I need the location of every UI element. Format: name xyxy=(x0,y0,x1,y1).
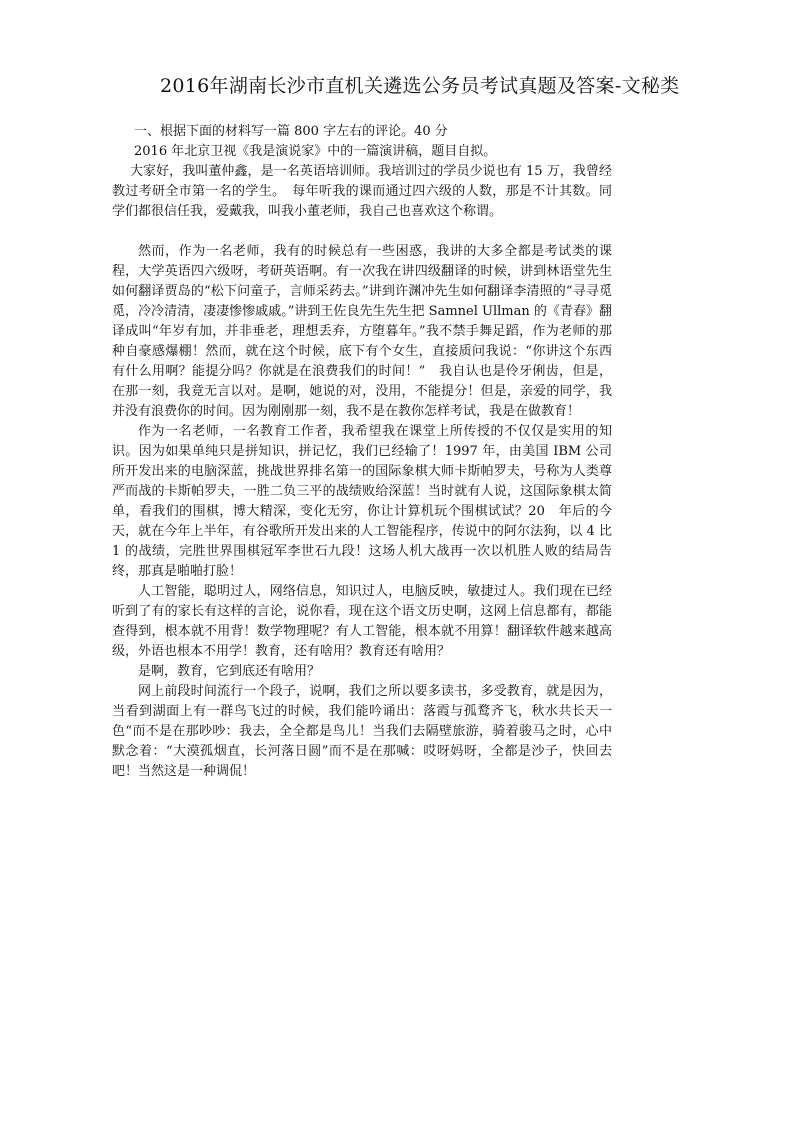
paragraph-4: 人工智能，聪明过人，网络信息，知识过人，电脑反映，敏捷过人。我们现在已经听到了有的家长有这样的言论，说你看，现在这个语文历史啊，这网上信息都有，都能查得到，根本就不用背！数学物理呢？有人工智能，根本就不用算！翻译软件越来越高级，外语也根本不用学！教育，还有啥用？教育还有啥用？ xyxy=(112,584,612,659)
paragraph-3: 作为一名老师，一名教育工作者，我希望我在课堂上所传授的不仅仅是实用的知识。因为如果单纯只是拼知识，拼记忆，我们已经输了！1997 年，由美国 IBM 公司所开发出来的电脑深蓝，挑战世界排名第一的国际象棋大师卡斯帕罗夫，号称为人类尊严而战的卡斯帕罗夫，一胜二负三平的战绩败给深蓝！当时就有人说，这国际象棋太简单，看我们的围棋，博大精深，变化无穷，你让计算机玩个围棋试试？20 年后的今天，就在今年上半年，有谷歌所开发出来的人工智能程序，传说中的阿尔法狗，以 4 比 1 的战绩，完胜世界围棋冠军李世石九段！这场人机大战再一次以机胜人败的结局告终，那真是啪啪打脸！ xyxy=(112,424,612,579)
document-body xyxy=(112,122,612,782)
material-source: 2016 年北京卫视《我是演说家》中的一篇演讲稿，题目自拟。 xyxy=(134,144,497,159)
question-prompt: 一、根据下面的材料写一篇 800 字左右的评论。40 分 xyxy=(134,124,448,139)
paragraph-6: 网上前段时间流行一个段子，说啊，我们之所以要多读书，多受教育，就是因为，当看到湖面上有一群鸟飞过的时候，我们能吟诵出：落霞与孤鹜齐飞，秋水共长天一色“而不是在那吵吵：我去，全全都是鸟儿！当我们去隔壁旅游，骑着骏马之时，心中默念着：“大漠孤烟直，长河落日圆”而不是在那喊：哎呀妈呀，全都是沙子，快回去吧！当然这是一种调侃！ xyxy=(112,684,612,779)
paragraph-2: 然而，作为一名老师，我有的时候总有一些困惑，我讲的大多全都是考试类的课程，大学英语四六级呀，考研英语啊。有一次我在讲四级翻译的时候，讲到林语堂先生如何翻译贾岛的“松下问童子，言师采药去。”讲到许渊冲先生如何翻译李清照的“寻寻觅觅，冷冷清清，凄凄惨惨戚戚。”讲到王佐良先生先生把 Samnel Ullman 的《青春》翻译成叫“年岁有加，并非垂老，理想丢弃，方堕暮年。”我不禁手舞足蹈，作为老师的那种自豪感爆棚！然而，就在这个时候，底下有个女生，直接质问我说：“你讲这个东西有什么用啊？能提分吗？你就是在浪费我们的时间！” 我自认也是伶牙俐齿，但是，在那一刻，我竟无言以对。是啊，她说的对，没用，不能提分！但是，亲爱的同学，我并没有浪费你的时间。因为刚刚那一刻，我不是在教你怎样考试，我是在做教育！ xyxy=(112,244,612,419)
document-title: 2016年湖南长沙市直机关遴选公务员考试真题及答案-文秘类 xyxy=(160,75,680,97)
paragraph-gap xyxy=(112,222,612,242)
paragraph-1: 大家好，我叫董仲鑫，是一名英语培训师。我培训过的学员少说也有 15 万，我曾经教过考研全市第一名的学生。 每年听我的课而通过四六级的人数，那是不计其数。同学们都很信任我，爱戴我，叫我小董老师，我自己也喜欢这个称谓。 xyxy=(112,164,612,219)
paragraph-5: 是啊，教育，它到底还有啥用？ xyxy=(138,664,321,679)
